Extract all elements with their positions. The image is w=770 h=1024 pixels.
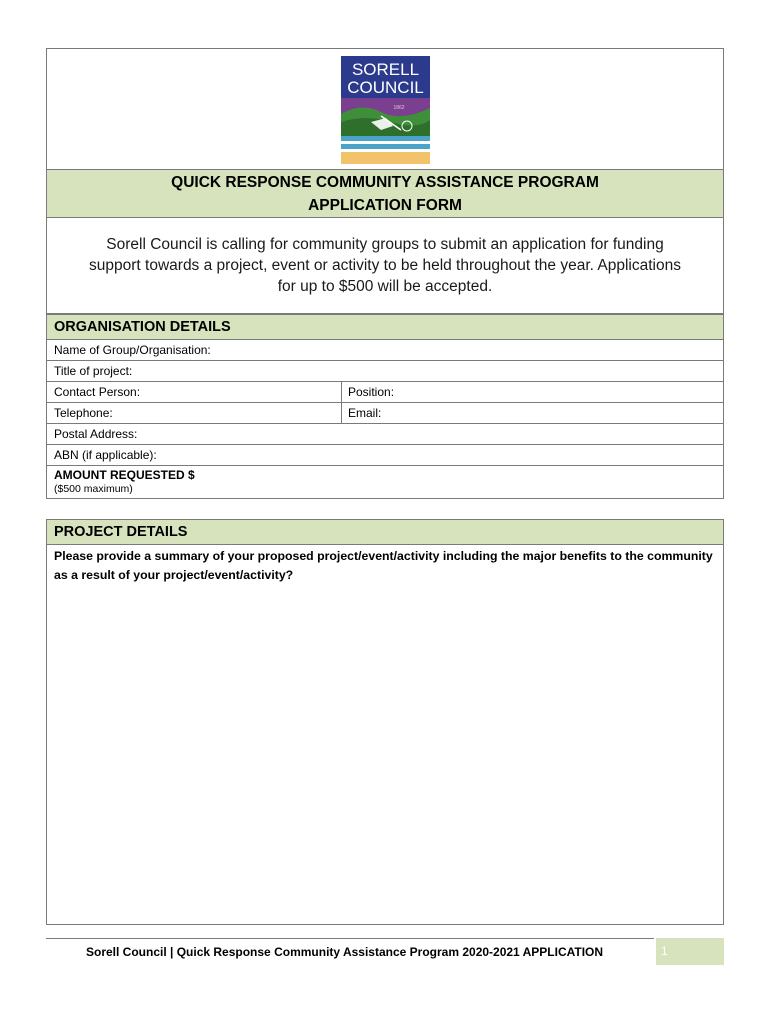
email-label[interactable]: Email: bbox=[348, 406, 382, 420]
intro-line: Sorell Council is calling for community groups to submit an application for funding bbox=[106, 236, 664, 253]
footer-divider bbox=[46, 938, 654, 939]
form-title-line1: QUICK RESPONSE COMMUNITY ASSISTANCE PROGRAM bbox=[171, 174, 599, 191]
intro-line: for up to $500 will be accepted. bbox=[277, 278, 493, 295]
telephone-row bbox=[47, 403, 723, 424]
postal-address-field[interactable] bbox=[47, 424, 723, 445]
amount-requested-field[interactable] bbox=[47, 466, 723, 497]
position-label[interactable]: Position: bbox=[348, 385, 395, 399]
organisation-details-section bbox=[46, 314, 724, 499]
project-summary-question: Please provide a summary of your proposed project/event/activity including the major benefits to the community as a result of your project/event/activity? bbox=[54, 549, 713, 582]
project-details-section bbox=[46, 519, 724, 925]
intro-paragraph bbox=[47, 218, 723, 313]
form-title-line2: APPLICATION FORM bbox=[308, 197, 462, 214]
logo-text-line2: COUNCIL bbox=[347, 78, 424, 97]
postal-address-label: Postal Address: bbox=[54, 427, 138, 441]
amount-requested-label: AMOUNT REQUESTED $ bbox=[54, 468, 195, 482]
page-number: 1 bbox=[656, 938, 724, 965]
project-details-heading: PROJECT DETAILS bbox=[47, 520, 723, 545]
intro-line: support towards a project, event or activity to be held throughout the year. Applications bbox=[89, 257, 681, 274]
column-divider bbox=[341, 382, 342, 403]
abn-field[interactable] bbox=[47, 445, 723, 466]
group-name-field[interactable] bbox=[47, 340, 723, 361]
contact-row bbox=[47, 382, 723, 403]
logo-text-line1: SORELL bbox=[351, 60, 420, 79]
project-title-label: Title of project: bbox=[54, 364, 133, 378]
footer-text: Sorell Council | Quick Response Community Assistance Program 2020-2021 APPLICATION bbox=[86, 945, 604, 959]
sorell-council-logo bbox=[341, 56, 430, 164]
header-section bbox=[46, 48, 724, 314]
logo-cell bbox=[47, 49, 723, 170]
contact-person-label[interactable]: Contact Person: bbox=[54, 385, 141, 399]
telephone-label[interactable]: Telephone: bbox=[54, 406, 113, 420]
amount-maximum-note: ($500 maximum) bbox=[54, 483, 133, 495]
project-title-field[interactable] bbox=[47, 361, 723, 382]
logo-year: 1862 bbox=[393, 105, 405, 111]
group-name-label: Name of Group/Organisation: bbox=[54, 343, 211, 357]
form-title bbox=[47, 170, 723, 218]
abn-label: ABN (if applicable): bbox=[54, 448, 157, 462]
organisation-details-heading: ORGANISATION DETAILS bbox=[47, 315, 723, 340]
column-divider bbox=[341, 403, 342, 424]
